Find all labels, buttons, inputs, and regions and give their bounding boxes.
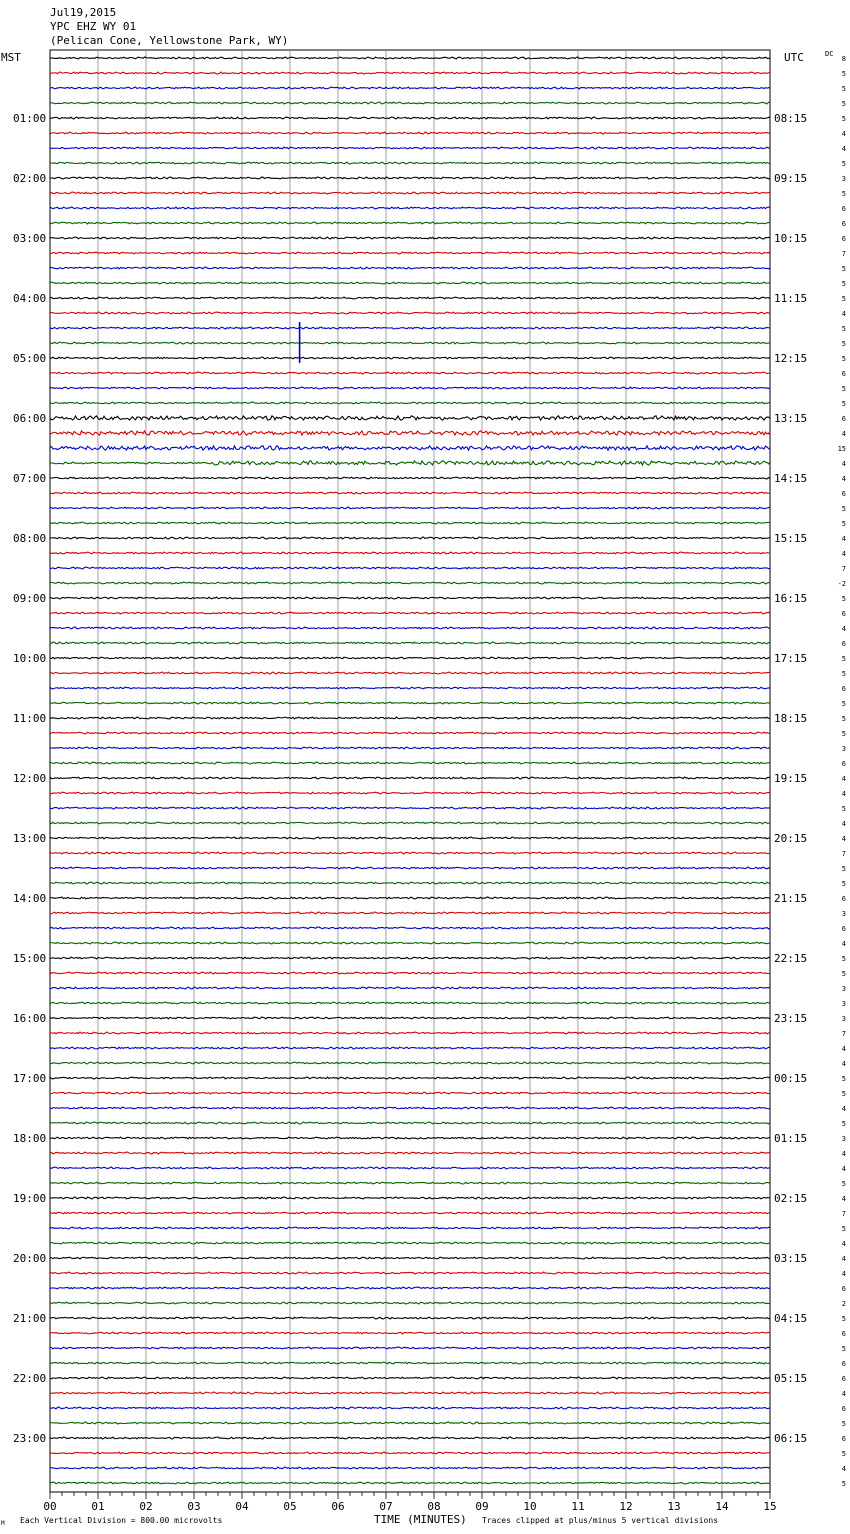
dc-offset-value: 5	[841, 100, 846, 108]
seismic-trace	[50, 297, 770, 299]
dc-offset-value: 4	[841, 940, 846, 948]
seismic-trace	[50, 972, 770, 974]
dc-offset-value: 7	[841, 250, 846, 258]
seismic-trace	[50, 927, 770, 929]
dc-offset-value: 5	[841, 1180, 846, 1188]
dc-offset-value: 5	[841, 1480, 846, 1488]
seismic-trace	[50, 1392, 770, 1394]
left-hour-label: 03:00	[13, 232, 47, 245]
dc-offset-value: 4	[841, 1270, 846, 1278]
x-tick-label: 10	[523, 1500, 537, 1513]
seismic-trace	[50, 1092, 770, 1094]
seismic-trace	[50, 1377, 770, 1379]
seismic-trace	[50, 987, 770, 989]
seismic-trace	[50, 132, 770, 134]
seismic-trace	[50, 732, 770, 734]
x-tick-label: 00	[43, 1500, 57, 1513]
dc-offset-value: 5	[841, 340, 846, 348]
left-hour-label: 15:00	[13, 952, 47, 965]
seismic-trace	[50, 1212, 770, 1214]
dc-offset-value: 4	[841, 1240, 846, 1248]
dc-offset-value: 4	[841, 145, 846, 153]
dc-offset-value: 5	[841, 520, 846, 528]
dc-offset-value: -2	[837, 580, 846, 588]
right-hour-label: 19:15	[774, 772, 808, 785]
seismic-trace	[50, 807, 770, 809]
seismic-trace	[50, 1482, 770, 1484]
dc-offset-value: 5	[841, 1225, 846, 1233]
seismic-trace	[50, 552, 770, 554]
dc-offset-value: 5	[841, 190, 846, 198]
x-tick-label: 09	[475, 1500, 489, 1513]
right-hour-label: 16:15	[774, 592, 808, 605]
right-hour-label: 14:15	[774, 472, 808, 485]
left-timezone-label: MST	[1, 51, 21, 64]
dc-offset-value: 5	[841, 865, 846, 873]
dc-offset-value: 4	[841, 310, 846, 318]
seismic-trace	[50, 387, 770, 389]
dc-header-label: DC	[825, 50, 834, 58]
dc-offset-value: 5	[841, 730, 846, 738]
left-hour-label: 14:00	[13, 892, 47, 905]
dc-offset-value: 6	[841, 220, 846, 228]
seismic-trace	[50, 1437, 770, 1439]
left-hour-label: 08:00	[13, 532, 47, 545]
x-tick-label: 03	[187, 1500, 201, 1513]
dc-offset-value: 3	[841, 1000, 846, 1008]
seismic-trace	[50, 1137, 770, 1139]
seismic-trace	[50, 102, 770, 104]
seismic-trace	[50, 1017, 770, 1019]
dc-offset-value: 7	[841, 850, 846, 858]
seismic-trace	[50, 117, 770, 119]
seismic-trace	[50, 852, 770, 854]
dc-offset-value: 4	[841, 820, 846, 828]
seismic-trace	[50, 267, 770, 269]
seismic-trace	[50, 702, 770, 704]
seismic-trace	[50, 162, 770, 164]
left-hour-label: 21:00	[13, 1312, 47, 1325]
seismic-trace	[50, 1302, 770, 1304]
x-tick-label: 11	[571, 1500, 585, 1513]
dc-offset-value: 4	[841, 625, 846, 633]
dc-offset-value: 4	[841, 1165, 846, 1173]
seismic-trace	[50, 1257, 770, 1259]
x-axis-label: TIME (MINUTES)	[374, 1513, 467, 1526]
seismic-trace	[50, 57, 770, 59]
right-hour-label: 10:15	[774, 232, 808, 245]
dc-offset-value: 5	[841, 970, 846, 978]
dc-offset-value: 5	[841, 1450, 846, 1458]
seismic-trace	[50, 1002, 770, 1004]
seismic-trace	[50, 897, 770, 899]
right-hour-label: 12:15	[774, 352, 808, 365]
seismic-trace	[50, 1467, 770, 1469]
dc-offset-value: 4	[841, 1390, 846, 1398]
dc-offset-value: 6	[841, 760, 846, 768]
x-tick-label: 02	[139, 1500, 153, 1513]
dc-offset-value: 6	[841, 1360, 846, 1368]
seismic-trace	[50, 612, 770, 614]
dc-offset-value: 6	[841, 925, 846, 933]
seismic-trace	[50, 882, 770, 884]
dc-offset-value: 4	[841, 475, 846, 483]
dc-offset-value: 3	[841, 910, 846, 918]
right-hour-label: 22:15	[774, 952, 808, 965]
dc-offset-value: 4	[841, 1465, 846, 1473]
x-tick-label: 04	[235, 1500, 249, 1513]
dc-offset-value: 5	[841, 1345, 846, 1353]
station-location: (Pelican Cone, Yellowstone Park, WY)	[50, 34, 289, 47]
seismic-trace	[50, 867, 770, 869]
dc-offset-value: 5	[841, 715, 846, 723]
dc-offset-value: 7	[841, 1210, 846, 1218]
seismic-trace	[50, 537, 770, 539]
dc-offset-value: 5	[841, 670, 846, 678]
left-hour-label: 05:00	[13, 352, 47, 365]
dc-offset-value: 6	[841, 895, 846, 903]
seismic-trace	[50, 431, 770, 435]
right-hour-label: 08:15	[774, 112, 808, 125]
dc-offset-value: 4	[841, 130, 846, 138]
seismic-trace	[50, 1407, 770, 1409]
left-hour-label: 02:00	[13, 172, 47, 185]
dc-offset-value: 5	[841, 355, 846, 363]
right-hour-label: 20:15	[774, 832, 808, 845]
left-hour-label: 01:00	[13, 112, 47, 125]
right-timezone-label: UTC	[784, 51, 804, 64]
right-hour-label: 02:15	[774, 1192, 808, 1205]
dc-offset-value: 6	[841, 1375, 846, 1383]
dc-offset-value: 8	[841, 55, 846, 63]
left-hour-label: 22:00	[13, 1372, 47, 1385]
dc-offset-value: 5	[841, 160, 846, 168]
dc-offset-value: 5	[841, 325, 846, 333]
dc-offset-value: 2	[841, 1300, 846, 1308]
dc-offset-value: 4	[841, 550, 846, 558]
dc-offset-value: 5	[841, 1315, 846, 1323]
right-hour-label: 11:15	[774, 292, 808, 305]
dc-offset-value: 5	[841, 1420, 846, 1428]
dc-offset-value: 3	[841, 1015, 846, 1023]
dc-offset-value: 6	[841, 205, 846, 213]
dc-offset-value: 5	[841, 805, 846, 813]
dc-offset-value: 3	[841, 745, 846, 753]
x-tick-label: 14	[715, 1500, 729, 1513]
seismic-trace	[50, 1107, 770, 1109]
dc-offset-value: 4	[841, 1105, 846, 1113]
seismic-trace	[50, 477, 770, 479]
seismic-trace	[50, 327, 770, 329]
left-hour-label: 13:00	[13, 832, 47, 845]
seismic-trace	[50, 1182, 770, 1184]
dc-offset-value: 7	[841, 565, 846, 573]
left-hour-label: 04:00	[13, 292, 47, 305]
seismic-trace	[50, 1362, 770, 1364]
seismic-trace	[50, 687, 770, 689]
seismic-trace	[50, 1062, 770, 1064]
seismic-trace	[50, 87, 770, 89]
corner-mark: M	[1, 1520, 5, 1527]
left-hour-label: 19:00	[13, 1192, 47, 1205]
right-hour-label: 23:15	[774, 1012, 808, 1025]
seismic-trace	[50, 762, 770, 764]
seismic-trace	[50, 1347, 770, 1349]
seismic-trace	[50, 1422, 770, 1424]
right-hour-label: 04:15	[774, 1312, 808, 1325]
seismic-trace	[50, 942, 770, 944]
seismic-trace	[50, 582, 770, 584]
dc-offset-value: 4	[841, 1255, 846, 1263]
right-hour-label: 01:15	[774, 1132, 808, 1145]
seismic-trace	[50, 446, 770, 450]
right-hour-label: 15:15	[774, 532, 808, 545]
dc-offset-value: 5	[841, 115, 846, 123]
dc-offset-value: 5	[841, 595, 846, 603]
seismic-trace	[50, 72, 770, 74]
right-hour-label: 09:15	[774, 172, 808, 185]
dc-offset-value: 5	[841, 295, 846, 303]
right-hour-label: 03:15	[774, 1252, 808, 1265]
dc-offset-value: 5	[841, 1090, 846, 1098]
dc-offset-value: 4	[841, 430, 846, 438]
x-tick-label: 01	[91, 1500, 105, 1513]
x-tick-label: 12	[619, 1500, 633, 1513]
dc-offset-value: 3	[841, 985, 846, 993]
seismic-trace	[50, 1242, 770, 1244]
seismic-trace	[50, 222, 770, 224]
seismic-trace	[50, 357, 770, 359]
dc-offset-value: 7	[841, 1030, 846, 1038]
seismic-trace	[50, 177, 770, 179]
seismic-trace	[50, 207, 770, 209]
right-hour-label: 18:15	[774, 712, 808, 725]
left-hour-label: 23:00	[13, 1432, 47, 1445]
seismic-trace	[50, 147, 770, 149]
seismic-trace	[50, 492, 770, 494]
dc-offset-value: 6	[841, 640, 846, 648]
dc-offset-value: 4	[841, 835, 846, 843]
dc-offset-value: 4	[841, 775, 846, 783]
seismic-trace	[50, 1452, 770, 1454]
seismic-trace	[50, 957, 770, 959]
dc-offset-value: 3	[841, 1135, 846, 1143]
left-hour-label: 20:00	[13, 1252, 47, 1265]
seismic-trace	[50, 1332, 770, 1334]
seismic-trace	[50, 237, 770, 239]
dc-offset-value: 5	[841, 655, 846, 663]
scale-note: Each Vertical Division = 800.00 microvolts	[20, 1516, 223, 1525]
dc-offset-value: 15	[837, 445, 846, 453]
dc-offset-value: 4	[841, 790, 846, 798]
right-hour-label: 21:15	[774, 892, 808, 905]
plot-frame	[50, 50, 770, 1492]
dc-offset-value: 5	[841, 70, 846, 78]
x-tick-label: 06	[331, 1500, 345, 1513]
dc-offset-value: 6	[841, 1435, 846, 1443]
dc-offset-value: 4	[841, 1150, 846, 1158]
left-hour-label: 10:00	[13, 652, 47, 665]
dc-offset-value: 4	[841, 535, 846, 543]
left-hour-label: 12:00	[13, 772, 47, 785]
dc-offset-value: 5	[841, 505, 846, 513]
seismic-trace	[50, 252, 770, 254]
dc-offset-value: 4	[841, 460, 846, 468]
x-tick-label: 13	[667, 1500, 681, 1513]
right-hour-label: 06:15	[774, 1432, 808, 1445]
seismic-trace	[50, 1032, 770, 1034]
seismic-trace	[50, 627, 770, 629]
dc-offset-value: 5	[841, 280, 846, 288]
dc-offset-value: 4	[841, 1045, 846, 1053]
dc-offset-value: 6	[841, 610, 846, 618]
seismic-trace	[50, 747, 770, 749]
dc-offset-value: 5	[841, 1075, 846, 1083]
left-hour-label: 07:00	[13, 472, 47, 485]
right-hour-label: 05:15	[774, 1372, 808, 1385]
dc-offset-value: 6	[841, 1285, 846, 1293]
dc-offset-value: 5	[841, 955, 846, 963]
seismic-trace	[50, 1272, 770, 1274]
dc-offset-value: 6	[841, 490, 846, 498]
right-hour-label: 00:15	[774, 1072, 808, 1085]
x-tick-label: 08	[427, 1500, 441, 1513]
seismic-trace	[50, 372, 770, 374]
seismic-trace	[50, 1287, 770, 1289]
dc-offset-value: 6	[841, 370, 846, 378]
left-hour-label: 17:00	[13, 1072, 47, 1085]
x-tick-label: 15	[763, 1500, 777, 1513]
seismic-trace	[50, 657, 770, 659]
seismic-trace	[50, 672, 770, 674]
right-hour-label: 17:15	[774, 652, 808, 665]
seismic-trace	[50, 912, 770, 914]
dc-offset-value: 5	[841, 265, 846, 273]
seismic-trace	[50, 1167, 770, 1169]
seismic-trace	[50, 642, 770, 644]
seismic-trace	[50, 342, 770, 344]
seismic-trace	[50, 507, 770, 509]
seismic-trace	[50, 461, 770, 465]
dc-offset-value: 6	[841, 1330, 846, 1338]
seismic-trace	[50, 416, 770, 420]
seismic-trace	[50, 1077, 770, 1079]
dc-offset-value: 5	[841, 400, 846, 408]
seismic-trace	[50, 1047, 770, 1049]
dc-offset-value: 4	[841, 1060, 846, 1068]
seismic-trace	[50, 282, 770, 284]
seismic-trace	[50, 1122, 770, 1124]
seismic-trace	[50, 192, 770, 194]
dc-offset-value: 6	[841, 235, 846, 243]
clip-note: Traces clipped at plus/minus 5 vertical divisions	[482, 1516, 719, 1525]
dc-offset-value: 5	[841, 1120, 846, 1128]
x-tick-label: 05	[283, 1500, 297, 1513]
dc-offset-value: 5	[841, 385, 846, 393]
dc-offset-value: 4	[841, 1195, 846, 1203]
seismic-trace	[50, 402, 770, 404]
left-hour-label: 06:00	[13, 412, 47, 425]
left-hour-label: 11:00	[13, 712, 47, 725]
dc-offset-value: 6	[841, 685, 846, 693]
x-tick-label: 07	[379, 1500, 393, 1513]
seismic-trace	[50, 597, 770, 599]
plot-date: Jul19,2015	[50, 6, 117, 19]
seismic-trace	[50, 792, 770, 794]
station-code: YPC EHZ WY 01	[50, 20, 137, 33]
right-hour-label: 13:15	[774, 412, 808, 425]
seismic-trace	[50, 522, 770, 524]
dc-offset-value: 5	[841, 880, 846, 888]
seismic-trace	[50, 1227, 770, 1229]
seismic-trace	[50, 1152, 770, 1154]
left-hour-label: 18:00	[13, 1132, 47, 1145]
left-hour-label: 09:00	[13, 592, 47, 605]
dc-offset-value: 3	[841, 175, 846, 183]
dc-offset-value: 6	[841, 415, 846, 423]
seismic-trace	[50, 1317, 770, 1319]
seismic-trace	[50, 312, 770, 314]
seismic-trace	[50, 837, 770, 839]
seismic-trace	[50, 1197, 770, 1199]
dc-offset-value: 5	[841, 85, 846, 93]
dc-offset-value: 5	[841, 700, 846, 708]
left-hour-label: 16:00	[13, 1012, 47, 1025]
seismic-trace	[50, 822, 770, 824]
seismic-trace	[50, 567, 770, 569]
seismic-trace	[50, 717, 770, 719]
dc-offset-value: 6	[841, 1405, 846, 1413]
seismic-trace	[50, 777, 770, 779]
